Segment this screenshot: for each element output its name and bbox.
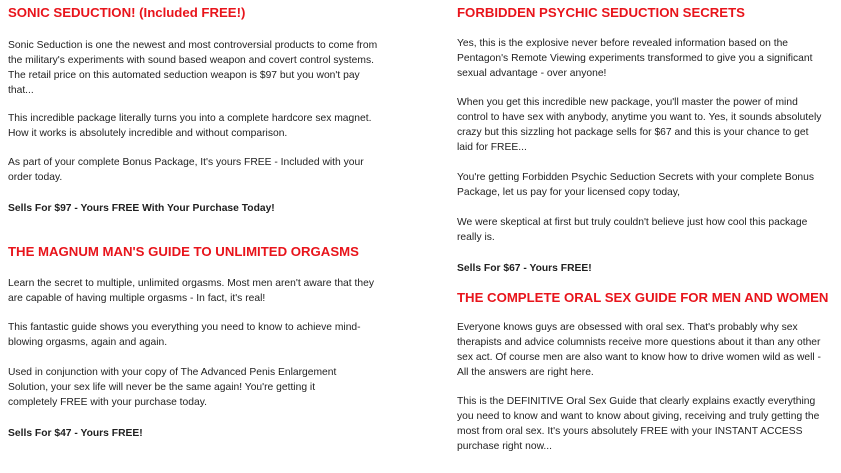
psychic-seduction-paragraph-4: We were skeptical at first but truly couldn't believe just how cool this package really is. [457,217,808,243]
magnum-guide-heading: THE MAGNUM MAN'S GUIDE TO UNLIMITED ORGASMS [8,244,359,259]
oral-guide-paragraph-1: Everyone knows guys are obsessed with oral sex. That's probably why sex therapists and advice columnists receive more questions about it than any other sex act. Of course men are also want to know how to drive women wild as well - All the answers are right here. [457,322,821,378]
oral-guide-paragraph-2: This is the DEFINITIVE Oral Sex Guide that clearly explains exactly everything you need to know and want to know about giving, receiving and truly getting the most from oral sex. It's yours absolutely FREE with your INSTANT ACCESS purchase right now... [457,396,820,452]
oral-guide-heading: THE COMPLETE ORAL SEX GUIDE FOR MEN AND WOMEN [457,290,829,305]
sonic-seduction-paragraph-2: This incredible package literally turns you into a complete hardcore sex magnet. How it works is absolutely incredible and without comparison. [8,113,372,139]
magnum-guide-price: Sells For $47 - Yours FREE! [8,428,143,439]
magnum-guide-paragraph-1: Learn the secret to multiple, unlimited orgasms. Most men aren't aware that they are capable of having multiple orgasms - In fact, it's real! [8,278,374,304]
magnum-guide-paragraph-2: This fantastic guide shows you everything you need to know to achieve mind-blowing orgasms, again and again. [8,322,361,348]
psychic-seduction-price: Sells For $67 - Yours FREE! [457,263,592,274]
psychic-seduction-paragraph-3: You're getting Forbidden Psychic Seduction Secrets with your complete Bonus Package, let us pay for your licensed copy today, [457,172,815,198]
sonic-seduction-paragraph-1: Sonic Seduction is one the newest and most controversial products to come from the military's experiments with sound based weapon and covert control systems. The retail price on this automated seduction weapon is $97 but you won't pay that... [8,40,378,96]
sonic-seduction-paragraph-3: As part of your complete Bonus Package, It's yours FREE - Included with your order today. [8,157,364,183]
sonic-seduction-price: Sells For $97 - Yours FREE With Your Purchase Today! [8,203,275,214]
magnum-guide-paragraph-3: Used in conjunction with your copy of The Advanced Penis Enlargement Solution, your sex life will never be the same again! You're getting it completely FREE with your purchase today. [8,367,337,408]
psychic-seduction-paragraph-1: Yes, this is the explosive never before revealed information based on the Pentagon's Remote Viewing experiments transformed to give you a significant sexual advantage - over anyone! [457,38,813,79]
sonic-seduction-heading: SONIC SEDUCTION! (Included FREE!) [8,5,246,20]
psychic-seduction-paragraph-2: When you get this incredible new package, you'll master the power of mind control to have sex with anybody, anytime you want to. Yes, it sounds absolutely crazy but this sizzling hot package sells for $67 and this is your chance to get laid for FREE... [457,97,822,153]
psychic-seduction-heading: FORBIDDEN PSYCHIC SEDUCTION SECRETS [457,5,745,20]
